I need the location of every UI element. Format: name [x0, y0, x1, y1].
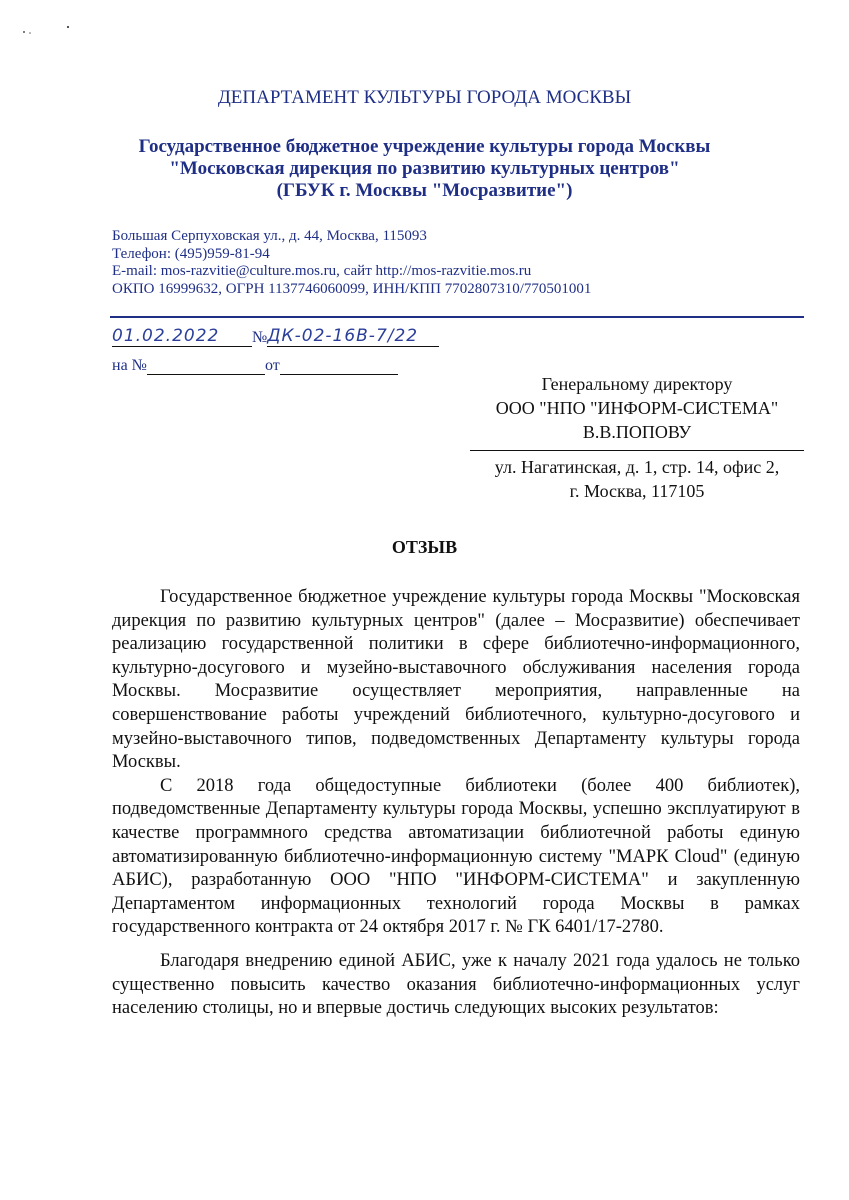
- reference-line: [112, 356, 398, 378]
- scan-specks: [20, 24, 80, 36]
- body-paragraph-2: С 2018 года общедоступные библиотеки (более 400 библиотек), подведомственные Департаменту культуры города Москвы, успешно эксплуатируют в качестве программного средства автоматизации библиотечной работы единую автоматизированную библиотечно-информационную систему "МАРК Cloud" (единую АБИС), разработанную ООО "НПО "ИНФОРМ-СИСТЕМА" и закупленную Департаментом информационных технологий города Москвы в рамках государственного контракта от 24 октября 2017 г. № ГК 6401/17-2780.: [112, 775, 800, 938]
- addressee-company: ООО "НПО "ИНФОРМ-СИСТЕМА": [495, 398, 779, 418]
- body-paragraph-1: Государственное бюджетное учреждение культуры города Москвы "Московская дирекция по развитию культурных центров" (далее – Мосразвитие) обеспечивает реализацию государственной политики в сфере библиотечно-информационного, культурно-досугового и музейно-выставочного обслуживания населения города Москвы. Мосразвитие осуществляет мероприятия, направленные на совершенствование работы учреждений библиотечного, культурно-досугового и музейно-выставочного типов, подведомственных Департаменту культуры города Москвы.: [112, 587, 800, 773]
- organization-name: [0, 136, 849, 202]
- department-title: ДЕПАРТАМЕНТ КУЛЬТУРЫ ГОРОДА МОСКВЫ: [217, 87, 632, 108]
- org-line-1: Государственное бюджетное учреждение культуры города Москвы: [138, 136, 711, 157]
- body-paragraph-3: Благодаря внедрению единой АБИС, уже к началу 2021 года удалось не только существенно повысить качество оказания библиотечно-информационных услуг населению столицы, но и впервые достичь следующих высоких результатов:: [112, 950, 800, 1019]
- addressee-name: В.В.ПОПОВУ: [582, 422, 692, 442]
- org-line-2: "Московская дирекция по развитию культурных центров": [169, 158, 680, 179]
- addressee-block: [470, 372, 804, 503]
- contact-codes: ОКПО 16999632, ОГРН 1137746060099, ИНН/КПП 7702807310/770501001: [112, 280, 592, 297]
- addressee-position: Генеральному директору: [541, 374, 733, 394]
- addressee-street: ул. Нагатинская, д. 1, стр. 14, офис 2,: [494, 457, 780, 477]
- registration-date: 01.02.2022: [112, 326, 252, 347]
- addressee-city: г. Москва, 117105: [569, 481, 705, 501]
- contact-block: [112, 228, 591, 298]
- org-line-3: (ГБУК г. Москвы "Мосразвитие"): [276, 180, 573, 201]
- registration-number: ДК-02-16В-7/22: [267, 326, 439, 347]
- registration-number-sign: №: [252, 329, 268, 346]
- contact-address: Большая Серпуховская ул., д. 44, Москва, 115093: [112, 228, 427, 244]
- reference-number-blank: [147, 356, 265, 375]
- reference-label: на №: [112, 357, 147, 374]
- document-heading: ОТЗЫВ: [391, 537, 458, 557]
- letter-body: [112, 586, 800, 1021]
- registration-line: [112, 326, 439, 352]
- contact-phone: Телефон: (495)959-81-94: [112, 245, 270, 262]
- addressee-divider: [470, 450, 804, 451]
- reference-date-blank: [280, 356, 398, 375]
- reference-from-label: от: [264, 357, 280, 374]
- letterhead-divider: [110, 316, 804, 318]
- contact-email: E-mail: mos-razvitie@culture.mos.ru, сайт http://mos-razvitie.mos.ru: [112, 263, 532, 279]
